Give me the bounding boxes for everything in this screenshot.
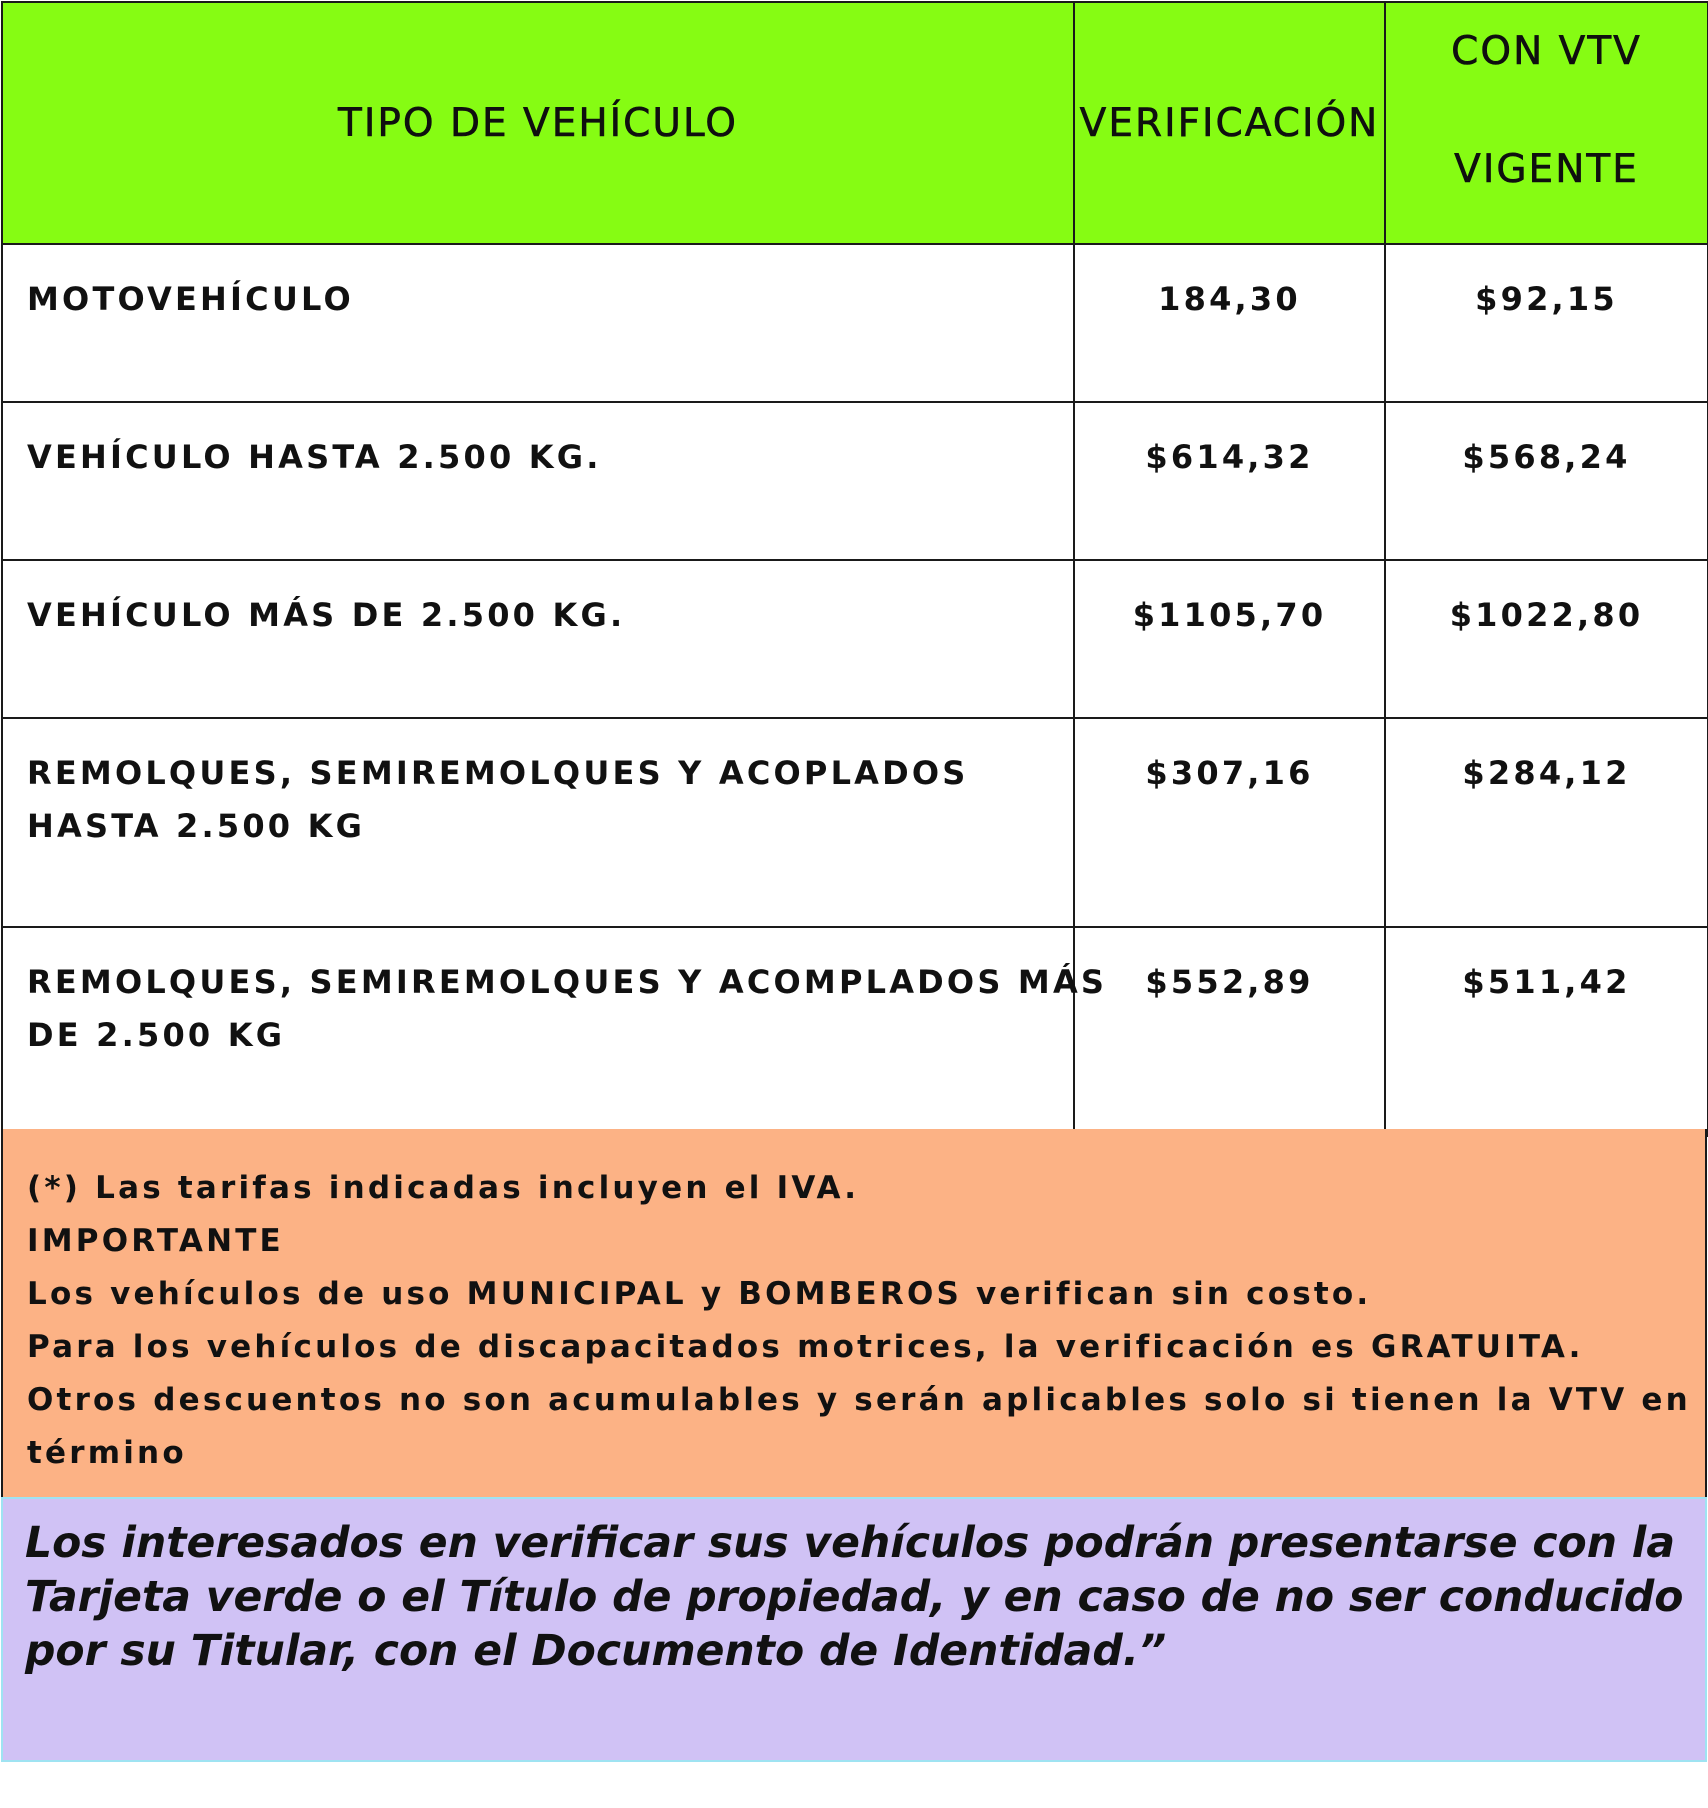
table-row: [2, 560, 1708, 718]
header-tipo-de-vehiculo: [2, 2, 1074, 244]
cell-con-vtv: $284,12: [1385, 718, 1708, 927]
cell-tipo-line: DE 2.500 KG: [27, 1016, 286, 1054]
cell-tipo: VEHÍCULO HASTA 2.500 KG.: [2, 402, 1074, 560]
note-municipal: Los vehículos de uso MUNICIPAL y BOMBEROS verifican sin costo.: [27, 1276, 1372, 1312]
header-vtv-line2: VIGENTE: [1454, 147, 1639, 192]
header-verificacion: [1074, 2, 1385, 244]
cell-tipo: MOTOVEHÍCULO: [2, 244, 1074, 402]
info-box: [1, 1497, 1707, 1762]
note-importante: IMPORTANTE: [27, 1223, 284, 1259]
cell-tipo-line: HASTA 2.500 KG: [27, 807, 366, 845]
note-iva: (*) Las tarifas indicadas incluyen el IVA.: [27, 1170, 860, 1206]
info-text: Los interesados en verificar sus vehículos podrán presentarse con la Tarjeta verde o el Título de propiedad, y en caso de no ser conducido por su Titular, con el Documento de Identidad.”: [25, 1519, 1684, 1676]
cell-verificacion: 184,30: [1074, 244, 1385, 402]
cell-verificacion: $1105,70: [1074, 560, 1385, 718]
table-row: [2, 718, 1708, 927]
header-con-vtv-vigente: [1385, 2, 1708, 244]
header-verificacion-label: VERIFICACIÓN: [1079, 100, 1380, 146]
header-vtv-line1: CON VTV: [1451, 29, 1642, 74]
note-otros-line1: Otros descuentos no son acumulables y serán aplicables solo si tienen la VTV en: [27, 1382, 1691, 1418]
cell-con-vtv: $92,15: [1385, 244, 1708, 402]
cell-con-vtv: $568,24: [1385, 402, 1708, 560]
cell-tipo: [2, 718, 1074, 927]
table-row: [2, 402, 1708, 560]
note-otros-line2: término: [27, 1435, 187, 1471]
cell-verificacion: $552,89: [1074, 927, 1385, 1136]
cell-tipo-line: REMOLQUES, SEMIREMOLQUES Y ACOPLADOS: [27, 754, 969, 792]
cell-verificacion: $614,32: [1074, 402, 1385, 560]
table-row: [2, 244, 1708, 402]
notes-lines: [27, 1162, 1691, 1480]
tarifas-table-container: [1, 1, 1707, 1137]
note-discapacitados: Para los vehículos de discapacitados motrices, la verificación es GRATUITA.: [27, 1329, 1584, 1365]
notes-box: [1, 1129, 1707, 1497]
cell-tipo: VEHÍCULO MÁS DE 2.500 KG.: [2, 560, 1074, 718]
table-row: [2, 927, 1708, 1136]
cell-tipo: [2, 927, 1108, 1136]
cell-con-vtv: $1022,80: [1385, 560, 1708, 718]
cell-con-vtv: $511,42: [1385, 927, 1708, 1136]
cell-verificacion: $307,16: [1074, 718, 1385, 927]
header-tipo-label: TIPO DE VEHÍCULO: [338, 100, 738, 146]
cell-tipo-line: REMOLQUES, SEMIREMOLQUES Y ACOMPLADOS MÁS: [27, 963, 1108, 1001]
tarifas-table: [1, 1, 1708, 1137]
table-header-row: [2, 2, 1708, 244]
